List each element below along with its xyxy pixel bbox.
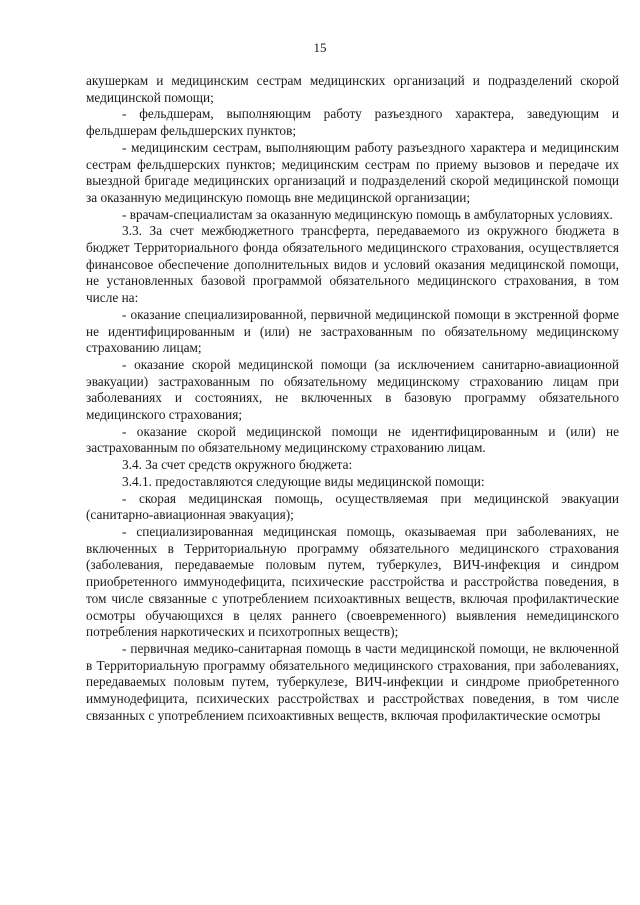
paragraph: акушеркам и медицинским сестрам медицинских организаций и подразделений скорой медицинской помощи; [86, 73, 619, 105]
list-item: - оказание скорой медицинской помощи не идентифицированным и (или) не застрахованным по обязательному медицинскому страхованию лицам. [86, 423, 619, 456]
list-item: - оказание специализированной, первичной медицинской помощи в экстренной форме не идентифицированным и (или) не застрахованным по обязательному медицинскому страхованию лицам; [86, 306, 619, 356]
page-number: 15 [313, 40, 327, 55]
list-item: - оказание скорой медицинской помощи (за исключением санитарно-авиационной эвакуации) застрахованным по обязательному медицинскому страхованию лицам при заболеваниях и состояниях, не включенных в базовую программу обязательного медицинского страхования; [86, 356, 619, 423]
list-item: - врачам-специалистам за оказанную медицинскую помощь в амбулаторных условиях. [122, 206, 613, 222]
document-body [86, 73, 619, 724]
list-item: - первичная медико-санитарная помощь в части медицинской помощи, не включенной в Территориальную программу обязательного медицинского страхования, при заболеваниях, передаваемых половым путем, туберкулезе, ВИЧ-инфекции и синдроме приобретенного иммунодефицита, психических расстройствах и расстройствах поведения, в том числе связанных с употреблением психоактивных веществ, включая профилактические осмотры [86, 640, 619, 723]
section-3-4-heading: 3.4. За счет средств окружного бюджета: [122, 457, 353, 473]
list-item: - специализированная медицинская помощь, оказываемая при заболеваниях, не включенных в Территориальную программу обязательного медицинского страхования (заболевания, передаваемые половым путем, туберкулез, ВИЧ-инфекция и синдром приобретенного иммунодефицита, психические расстройства и расстройства поведения, в том числе связанные с употреблением психоактивных веществ, включая профилактические осмотры обучающихся в целях раннего (своевременного) выявления немедицинского потребления наркотических и психотропных веществ); [86, 523, 619, 640]
list-item: - фельдшерам, выполняющим работу разъездного характера, заведующим и фельдшерам фельдшерских пунктов; [86, 106, 619, 139]
section-3-3-paragraph: 3.3. За счет межбюджетного трансферта, передаваемого из окружного бюджета в бюджет Территориального фонда обязательного медицинского страхования, осуществляется финансовое обеспечение дополнительных видов и условий оказания медицинской помощи, не установленных базовой программой обязательного медицинского страхования, в том числе на: [86, 223, 619, 306]
list-item: - скорая медицинская помощь, осуществляемая при медицинской эвакуации (санитарно-авиационная эвакуация); [86, 490, 619, 523]
section-3-4-1-paragraph: 3.4.1. предоставляются следующие виды медицинской помощи: [122, 473, 485, 489]
list-item: - медицинским сестрам, выполняющим работу разъездного характера и медицинским сестрам фельдшерских пунктов; медицинским сестрам по приему вызовов и передаче их выездной бригаде медицинских организаций и подразделений скорой медицинской помощи за оказанную медицинскую помощь вне медицинской организации; [86, 139, 619, 205]
